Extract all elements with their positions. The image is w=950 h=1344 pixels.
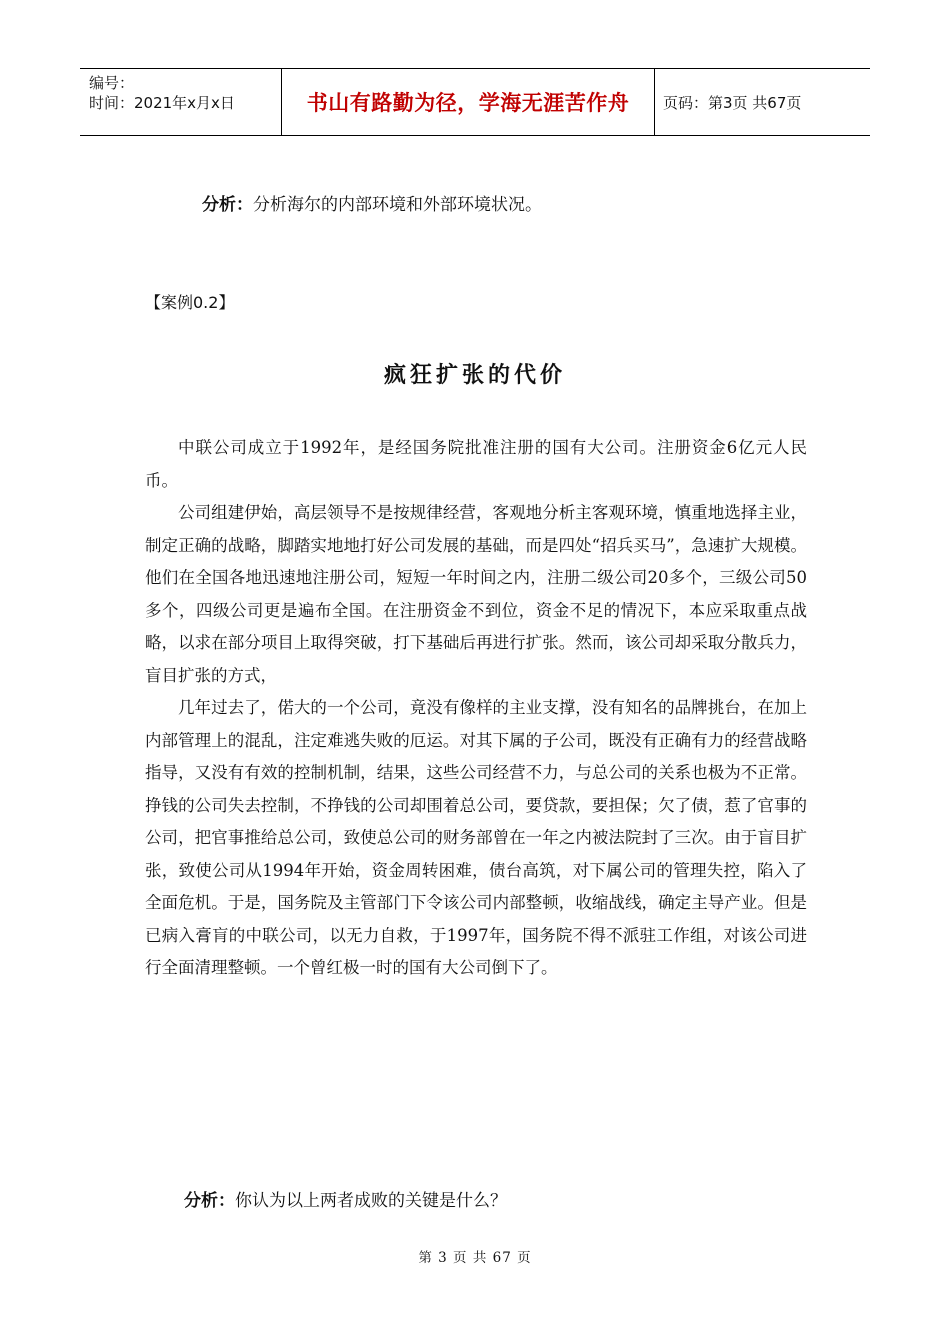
analysis-text: 你认为以上两者成败的关键是什么？ xyxy=(235,1191,507,1211)
case-body xyxy=(145,432,807,985)
header-page-info: 页码：第3页 共67页 xyxy=(663,93,802,112)
analysis-label: 分析： xyxy=(202,195,253,215)
case-label: 【案例0.2】 xyxy=(145,293,235,312)
document-number-label: 编号： xyxy=(89,74,135,92)
header-motto: 书山有路勤为径，学海无涯苦作舟 xyxy=(306,91,630,115)
analysis-text: 分析海尔的内部环境和外部环境状况。 xyxy=(253,195,542,215)
body-paragraph: 中联公司成立于1992年，是经国务院批准注册的国有大公司。注册资金6亿元人民币。 xyxy=(145,438,807,490)
analysis-label: 分析： xyxy=(184,1191,235,1211)
header-meta xyxy=(80,69,281,135)
header-motto-cell xyxy=(281,69,655,135)
analysis-prompt-1 xyxy=(202,190,542,215)
analysis-prompt-2 xyxy=(184,1186,507,1211)
body-paragraph: 几年过去了，偌大的一个公司，竟没有像样的主业支撑，没有知名的品牌挑台，在加上内部管理上的混乱，注定难逃失败的厄运。对其下属的子公司，既没有正确有力的经营战略指导，又没有有效的控制机制，结果，这些公司经营不力，与总公司的关系也极为不正常。挣钱的公司失去控制，不挣钱的公司却围着总公司，要贷款，要担保；欠了债，惹了官事的公司，把官事推给总公司，致使总公司的财务部曾在一年之内被法院封了三次。由于盲目扩张，致使公司从1994年开始，资金周转困难，债台高筑，对下属公司的管理失控，陷入了全面危机。于是，国务院及主管部门下令该公司内部整顿，收缩战线，确定主导产业。但是已病入膏肓的中联公司，以无力自救，于1997年，国务院不得不派驻工作组，对该公司进行全面清理整顿。一个曾红极一时的国有大公司倒下了。 xyxy=(145,698,807,977)
case-title: 疯狂扩张的代价 xyxy=(383,362,566,388)
page-footer: 第 3 页 共 67 页 xyxy=(418,1250,532,1266)
page-header xyxy=(80,68,870,136)
body-paragraph: 公司组建伊始，高层领导不是按规律经营，客观地分析主客观环境，慎重地选择主业，制定正确的战略，脚踏实地地打好公司发展的基础，而是四处“招兵买马”，急速扩大规模。他们在全国各地迅速地注册公司，短短一年时间之内，注册二级公司20多个，三级公司50多个，四级公司更是遍布全国。在注册资金不到位，资金不足的情况下，本应采取重点战略，以求在部分项目上取得突破，打下基础后再进行扩张。然而，该公司却采取分散兵力，盲目扩张的方式， xyxy=(145,503,807,685)
document-date: 时间：2021年x月x日 xyxy=(89,94,235,112)
